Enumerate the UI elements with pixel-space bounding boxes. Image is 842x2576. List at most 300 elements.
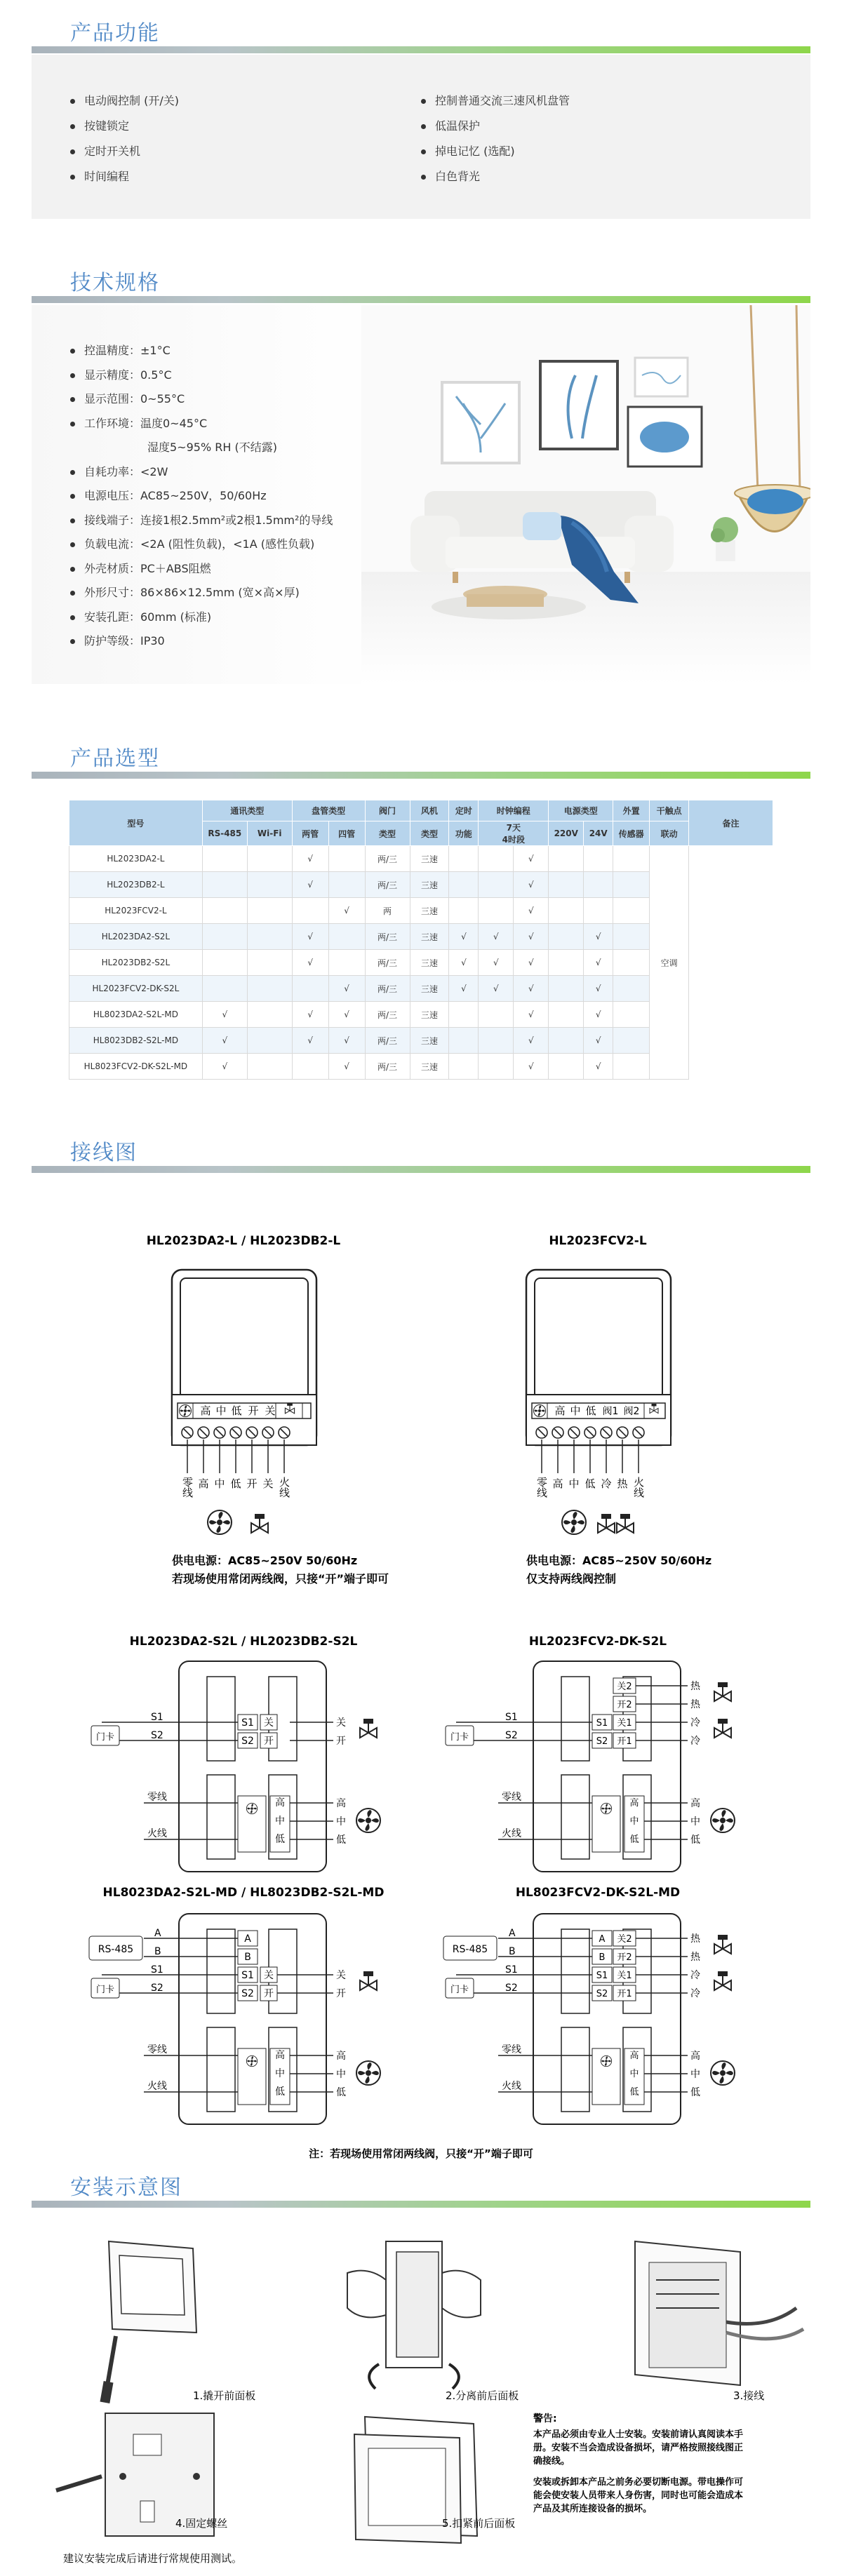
table-cell: 三速 xyxy=(410,1002,449,1028)
wire-label: 热 xyxy=(690,1681,700,1692)
list-item: 掉电记忆 (选配) xyxy=(421,139,570,164)
terminal-label: 中 xyxy=(629,1816,639,1827)
wire-label: 中 xyxy=(690,2069,700,2080)
list-item: 时间编程 xyxy=(70,164,179,189)
table-subheader: RS-485 xyxy=(202,821,247,846)
section-divider xyxy=(32,296,810,303)
step-caption: 2.分离前后面板 xyxy=(446,2389,519,2402)
table-cell: √ xyxy=(328,976,365,1002)
table-cell: √ xyxy=(449,924,479,950)
door-card-label: 门卡 xyxy=(450,1732,469,1743)
terminal-label: S2 xyxy=(596,1736,608,1747)
wire-label: 高 xyxy=(552,1477,563,1490)
terminal-label: 关1 xyxy=(617,1718,632,1729)
terminal-label: 中 xyxy=(570,1404,581,1417)
table-cell xyxy=(449,1002,479,1028)
table-cell xyxy=(449,846,479,872)
valve-icon xyxy=(714,1935,731,1954)
wall-frame-1 xyxy=(442,382,519,463)
fan-icon xyxy=(562,1510,586,1534)
wiring-diagrams xyxy=(32,1193,810,2168)
table-header: 电源类型 xyxy=(549,800,613,821)
list-item: 电动阀控制 (开/关) xyxy=(70,88,179,114)
table-cell: 两/三 xyxy=(365,1054,410,1080)
terminal-label: 阀2 xyxy=(623,1406,640,1417)
diagram-title: HL8023FCV2-DK-S2L-MD xyxy=(515,1886,681,1900)
model-cell: HL2023DA2-L xyxy=(69,846,203,872)
table-cell: √ xyxy=(514,924,549,950)
wire-label: 火线 xyxy=(632,1477,645,1498)
terminal-label: 关1 xyxy=(617,1971,632,1981)
valve-icon xyxy=(360,1971,377,1990)
table-cell: 三速 xyxy=(410,924,449,950)
terminal-label: 低 xyxy=(629,2087,639,2098)
table-cell xyxy=(247,1054,292,1080)
terminal-label: 高 xyxy=(554,1404,566,1417)
table-cell xyxy=(549,898,584,924)
table-cell: √ xyxy=(584,976,613,1002)
table-cell xyxy=(613,924,650,950)
diagram-title: HL2023DA2-S2L / HL2023DB2-S2L xyxy=(129,1635,358,1649)
list-item: 外形尺寸：86×86×12.5mm (宽×高×厚) xyxy=(70,581,333,605)
model-cell: HL2023DA2-S2L xyxy=(69,924,203,950)
terminal-label: 开1 xyxy=(617,1736,632,1747)
table-cell xyxy=(247,976,292,1002)
table-cell: √ xyxy=(292,846,328,872)
table-subheader xyxy=(479,821,549,846)
table-cell: 两/三 xyxy=(365,872,410,898)
wire-label: S1 xyxy=(151,1712,163,1723)
table-cell: √ xyxy=(292,872,328,898)
table-cell xyxy=(584,872,613,898)
section-divider xyxy=(32,772,810,779)
list-item: 显示精度：0.5°C xyxy=(70,363,333,388)
table-cell: √ xyxy=(292,1002,328,1028)
warning-block xyxy=(533,2413,743,2514)
table-cell: 三速 xyxy=(410,846,449,872)
table-cell: √ xyxy=(514,846,549,872)
table-cell: 两/三 xyxy=(365,976,410,1002)
list-item: 控温精度：±1°C xyxy=(70,339,333,363)
wiring-diagram-6 xyxy=(443,1886,735,2124)
table-cell: 三速 xyxy=(410,950,449,976)
table-cell xyxy=(202,898,247,924)
wire-label: S2 xyxy=(151,1730,163,1741)
table-cell: √ xyxy=(292,1028,328,1054)
terminal-label: 关 xyxy=(265,1404,276,1417)
model-cell: HL2023FCV2-DK-S2L xyxy=(69,976,203,1002)
table-cell: √ xyxy=(584,924,613,950)
table-subheader: 功能 xyxy=(449,821,479,846)
table-cell xyxy=(247,898,292,924)
table-header: 备注 xyxy=(689,800,773,846)
valve-icon xyxy=(617,1514,634,1533)
wire-label: 热 xyxy=(690,1933,700,1945)
wire-label: 热 xyxy=(690,1952,700,1963)
wiring-diagram-3 xyxy=(91,1635,380,1872)
wire-label: 开 xyxy=(336,1736,346,1747)
table-cell xyxy=(613,1028,650,1054)
table-cell: 两/三 xyxy=(365,924,410,950)
valve-icon xyxy=(714,1682,731,1701)
specs-panel xyxy=(32,305,810,684)
table-cell: √ xyxy=(292,924,328,950)
wiring-diagram-5 xyxy=(89,1886,384,2124)
valve-icon xyxy=(360,1719,377,1738)
table-subheader-4p: 4时段 xyxy=(502,835,525,845)
table-cell xyxy=(247,846,292,872)
section-header-wiring xyxy=(32,1129,810,1172)
table-cell xyxy=(247,924,292,950)
table-cell xyxy=(328,924,365,950)
table-cell: √ xyxy=(514,976,549,1002)
table-cell: 三速 xyxy=(410,1028,449,1054)
terminal-label: 高 xyxy=(629,1798,639,1809)
table-cell xyxy=(202,976,247,1002)
wall-frame-2 xyxy=(540,361,617,449)
table-cell xyxy=(449,1028,479,1054)
wire-label: 高 xyxy=(690,1798,700,1809)
table-cell: √ xyxy=(479,924,514,950)
table-cell xyxy=(613,1002,650,1028)
warning-line: 产品及其所连接设备的损坏。 xyxy=(533,2504,653,2514)
wall-frame-3 xyxy=(635,358,688,396)
install-step-5 xyxy=(354,2417,515,2543)
table-cell: √ xyxy=(479,950,514,976)
table-cell: √ xyxy=(514,1002,549,1028)
model-cell: HL2023DB2-S2L xyxy=(69,950,203,976)
step-caption: 5.扣紧前后面板 xyxy=(442,2517,516,2530)
table-cell xyxy=(479,1002,514,1028)
table-cell xyxy=(479,898,514,924)
wire-label: 火线 xyxy=(502,1828,521,1839)
warning-line: 本产品必须由专业人士安装。安装前请认真阅读本手 xyxy=(533,2429,744,2440)
valve-icon xyxy=(598,1514,615,1533)
table-cell: √ xyxy=(584,1028,613,1054)
door-card-label: 门卡 xyxy=(96,1985,115,1995)
wiring-footnote: 注：若现场使用常闭两线阀，只接“开”端子即可 xyxy=(309,2147,533,2160)
table-subheader: 传感器 xyxy=(613,821,650,846)
wire-label: 零线 xyxy=(181,1477,194,1498)
table-cell xyxy=(613,950,650,976)
table-cell: 三速 xyxy=(410,1054,449,1080)
room-illustration xyxy=(361,305,810,684)
model-table-body xyxy=(69,846,773,1080)
wire-label: 冷 xyxy=(690,1970,700,1981)
table-cell: √ xyxy=(584,1002,613,1028)
list-item: 负载电流：<2A (阻性负载)，<1A (感性负载) xyxy=(70,532,333,557)
table-subheader: 24V xyxy=(584,821,613,846)
wire-label: A xyxy=(154,1928,161,1939)
terminal-label: 低 xyxy=(275,1834,285,1845)
table-cell xyxy=(202,872,247,898)
warning-title: 警告: xyxy=(533,2413,557,2424)
table-cell: √ xyxy=(328,1002,365,1028)
terminal-label: 低 xyxy=(629,1834,639,1845)
door-card-label: 门卡 xyxy=(96,1732,115,1743)
section-divider xyxy=(32,2201,810,2208)
table-cell xyxy=(292,898,328,924)
model-selection-table xyxy=(69,800,773,1080)
wire-label: S1 xyxy=(505,1712,518,1723)
valve-icon xyxy=(714,1971,731,1990)
wire-label: S2 xyxy=(505,1730,518,1741)
wire-label: 冷 xyxy=(690,1988,700,1999)
table-cell: √ xyxy=(449,976,479,1002)
table-cell: √ xyxy=(584,950,613,976)
list-item: 自耗功率：<2W xyxy=(70,460,333,485)
table-cell xyxy=(247,872,292,898)
terminal-label: 中 xyxy=(629,2069,639,2079)
fan-icon xyxy=(356,2061,380,2085)
table-cell xyxy=(549,924,584,950)
wire-label: 火线 xyxy=(502,2081,521,2092)
section-title: 技术规格 xyxy=(70,271,160,295)
table-cell xyxy=(247,1028,292,1054)
install-step-1 xyxy=(100,2241,256,2403)
table-cell xyxy=(479,1054,514,1080)
fan-icon xyxy=(356,1809,380,1832)
terminal-label: 高 xyxy=(629,2051,639,2061)
table-cell xyxy=(549,976,584,1002)
wire-label: 低 xyxy=(690,2087,700,2098)
wire-label: 火线 xyxy=(147,1828,167,1839)
wire-label: 关 xyxy=(262,1477,274,1490)
remark-cell: 空调 xyxy=(650,846,689,1080)
table-header: 时钟编程 xyxy=(479,800,549,821)
table-cell: √ xyxy=(584,1054,613,1080)
model-cell: HL2023DB2-L xyxy=(69,872,203,898)
install-step-3 xyxy=(635,2241,803,2402)
terminal-label: 高 xyxy=(275,2050,285,2061)
table-cell xyxy=(202,924,247,950)
table-cell xyxy=(328,846,365,872)
table-cell xyxy=(449,872,479,898)
section-header-install xyxy=(32,2164,810,2206)
table-cell: √ xyxy=(328,1054,365,1080)
terminal-label: 关2 xyxy=(617,1682,632,1692)
table-cell: √ xyxy=(202,1002,247,1028)
wiring-note: 若现场使用常闭两线阀，只接“开”端子即可 xyxy=(172,1572,389,1585)
rs485-label: RS-485 xyxy=(452,1944,488,1955)
fan-icon xyxy=(711,2061,735,2085)
list-item: 按键锁定 xyxy=(70,114,179,139)
terminal-label: S2 xyxy=(241,1988,254,1999)
install-footer-note: 建议安装完成后请进行常规使用测试。 xyxy=(63,2552,243,2565)
wire-label: B xyxy=(154,1946,161,1957)
terminal-label: 中 xyxy=(275,2068,285,2079)
table-cell: 三速 xyxy=(410,898,449,924)
terminal-label: 开2 xyxy=(617,1952,632,1963)
table-cell xyxy=(549,1054,584,1080)
table-cell: 三速 xyxy=(410,872,449,898)
functions-panel xyxy=(32,55,810,219)
list-item: 湿度5~95% RH (不结露) xyxy=(147,441,277,454)
install-step-2 xyxy=(347,2241,519,2402)
table-cell xyxy=(613,976,650,1002)
table-cell: √ xyxy=(449,950,479,976)
specs-list xyxy=(70,339,333,654)
fan-icon xyxy=(711,1809,735,1832)
wire-label: 零线 xyxy=(147,1792,167,1803)
terminal-label: B xyxy=(244,1952,251,1963)
terminal-label: 开 xyxy=(248,1404,259,1417)
table-cell xyxy=(449,898,479,924)
terminal-label: A xyxy=(244,1933,251,1945)
table-cell xyxy=(202,950,247,976)
wire-label: 低 xyxy=(584,1477,596,1490)
wire-label: 零线 xyxy=(147,2044,167,2055)
table-subheader: 两管 xyxy=(292,821,328,846)
list-item: 电源电压：AC85~250V，50/60Hz xyxy=(70,484,333,509)
table-cell xyxy=(549,872,584,898)
table-header: 干触点 xyxy=(650,800,689,821)
wire-label: 高 xyxy=(690,2051,700,2062)
warning-line: 册。安装不当会造成设备损坏，请严格按照接线图正 xyxy=(533,2443,744,2453)
table-cell: √ xyxy=(328,898,365,924)
table-cell: 两/三 xyxy=(365,846,410,872)
table-header: 定时 xyxy=(449,800,479,821)
wiring-diagram-1 xyxy=(147,1234,389,1586)
table-cell xyxy=(202,846,247,872)
wire-label: 高 xyxy=(336,2051,346,2062)
wire-label: 冷 xyxy=(690,1717,700,1729)
section-header-specs xyxy=(32,260,810,302)
wire-label: S1 xyxy=(151,1964,163,1975)
model-cell: HL8023DA2-S2L-MD xyxy=(69,1002,203,1028)
table-cell xyxy=(449,1054,479,1080)
wire-label: 关 xyxy=(336,1970,346,1981)
section-header-functions xyxy=(32,10,810,52)
list-item: 控制普通交流三速风机盘管 xyxy=(421,88,570,114)
table-cell: 三速 xyxy=(410,976,449,1002)
step-caption: 4.固定螺丝 xyxy=(175,2517,228,2530)
functions-list-left xyxy=(70,88,179,189)
table-cell: √ xyxy=(514,1028,549,1054)
terminal-label: 高 xyxy=(200,1404,211,1417)
wire-label: 中 xyxy=(568,1477,580,1490)
table-cell xyxy=(613,898,650,924)
terminal-label: 关2 xyxy=(617,1934,632,1945)
section-title: 接线图 xyxy=(70,1141,138,1165)
table-subheader: Wi-Fi xyxy=(247,821,292,846)
wire-label: 开 xyxy=(336,1988,346,1999)
table-header: 型号 xyxy=(69,800,203,846)
table-subheader: 联动 xyxy=(650,821,689,846)
table-cell xyxy=(247,950,292,976)
installation-steps xyxy=(32,2224,810,2575)
table-cell: √ xyxy=(514,950,549,976)
list-item: 工作环境：温度0~45°C xyxy=(70,412,333,436)
terminal-label: 中 xyxy=(275,1816,285,1827)
wiring-diagram-2 xyxy=(526,1234,711,1585)
diagram-title: HL8023DA2-S2L-MD / HL8023DB2-S2L-MD xyxy=(102,1886,385,1900)
terminal-label: 低 xyxy=(585,1404,596,1417)
terminal-label: 开 xyxy=(264,1736,274,1747)
model-selection-table-wrapper xyxy=(69,800,773,1080)
table-cell: √ xyxy=(328,1028,365,1054)
door-card-label: 门卡 xyxy=(450,1985,469,1995)
table-cell xyxy=(549,846,584,872)
warning-line: 能会使安装人员带来人身伤害，同时也可能会造成本 xyxy=(533,2490,744,2501)
table-subheader: 220V xyxy=(549,821,584,846)
wire-label: 低 xyxy=(336,1834,346,1846)
wire-label: 低 xyxy=(336,2087,346,2098)
list-item: 安装孔距：60mm (标准) xyxy=(70,605,333,630)
terminal-label: 开 xyxy=(264,1988,274,1999)
table-cell: √ xyxy=(479,976,514,1002)
wire-label: 关 xyxy=(336,1717,346,1729)
wire-label: 中 xyxy=(214,1477,225,1490)
table-cell: √ xyxy=(202,1054,247,1080)
section-divider xyxy=(32,46,810,53)
section-title: 产品选型 xyxy=(70,746,160,771)
terminal-label: 低 xyxy=(275,2086,285,2098)
terminal-label: S1 xyxy=(596,1718,608,1729)
table-cell xyxy=(549,1002,584,1028)
diagram-title: HL2023DA2-L / HL2023DB2-L xyxy=(146,1234,341,1248)
table-cell xyxy=(549,950,584,976)
list-item: 防护等级：IP30 xyxy=(70,629,333,654)
table-header: 阀门 xyxy=(365,800,410,821)
rs485-label: RS-485 xyxy=(98,1944,134,1955)
list-item: 低温保护 xyxy=(421,114,570,139)
fan-icon xyxy=(208,1510,232,1534)
power-note: 供电电源：AC85~250V 50/60Hz xyxy=(172,1554,358,1567)
table-cell xyxy=(479,846,514,872)
wire-label: 冷 xyxy=(690,1736,700,1747)
terminal-label: S2 xyxy=(596,1989,608,1999)
install-step-4 xyxy=(56,2413,227,2536)
wire-label: S1 xyxy=(505,1964,518,1975)
terminal-label: 开1 xyxy=(617,1989,632,1999)
functions-list-right xyxy=(421,88,570,189)
table-cell: √ xyxy=(514,872,549,898)
table-subheader: 类型 xyxy=(410,821,449,846)
table-cell xyxy=(479,872,514,898)
wire-label: 高 xyxy=(198,1477,209,1490)
table-cell: √ xyxy=(292,950,328,976)
table-cell: 两/三 xyxy=(365,950,410,976)
wire-label: 高 xyxy=(336,1798,346,1809)
warning-line: 确接线。 xyxy=(533,2456,570,2467)
table-subheader: 四管 xyxy=(328,821,365,846)
terminal-label: B xyxy=(599,1952,606,1963)
section-divider xyxy=(32,1166,810,1173)
wire-label: 冷 xyxy=(601,1477,612,1490)
table-subheader: 类型 xyxy=(365,821,410,846)
wire-label: 中 xyxy=(336,1816,346,1827)
terminal-label: 高 xyxy=(275,1797,285,1809)
wire-label: 火线 xyxy=(147,2081,167,2092)
wire-label: 零线 xyxy=(502,2044,521,2055)
table-cell xyxy=(549,1028,584,1054)
table-row xyxy=(69,846,773,872)
wire-label: 中 xyxy=(336,2069,346,2080)
terminal-label: 关 xyxy=(264,1970,274,1981)
terminal-label: 关 xyxy=(264,1717,274,1729)
table-header: 外置 xyxy=(613,800,650,821)
wire-label: 开 xyxy=(246,1477,258,1490)
wire-label: 低 xyxy=(690,1834,700,1846)
diagram-title: HL2023FCV2-DK-S2L xyxy=(528,1635,667,1649)
list-item: 接线端子：连接1根2.5mm²或2根1.5mm²的导线 xyxy=(70,509,333,533)
table-cell xyxy=(292,1054,328,1080)
table-cell xyxy=(247,1002,292,1028)
table-cell xyxy=(584,898,613,924)
wire-label: 中 xyxy=(690,1816,700,1827)
warning-line: 安装或拆卸本产品之前务必要切断电源。带电操作可 xyxy=(533,2477,744,2488)
